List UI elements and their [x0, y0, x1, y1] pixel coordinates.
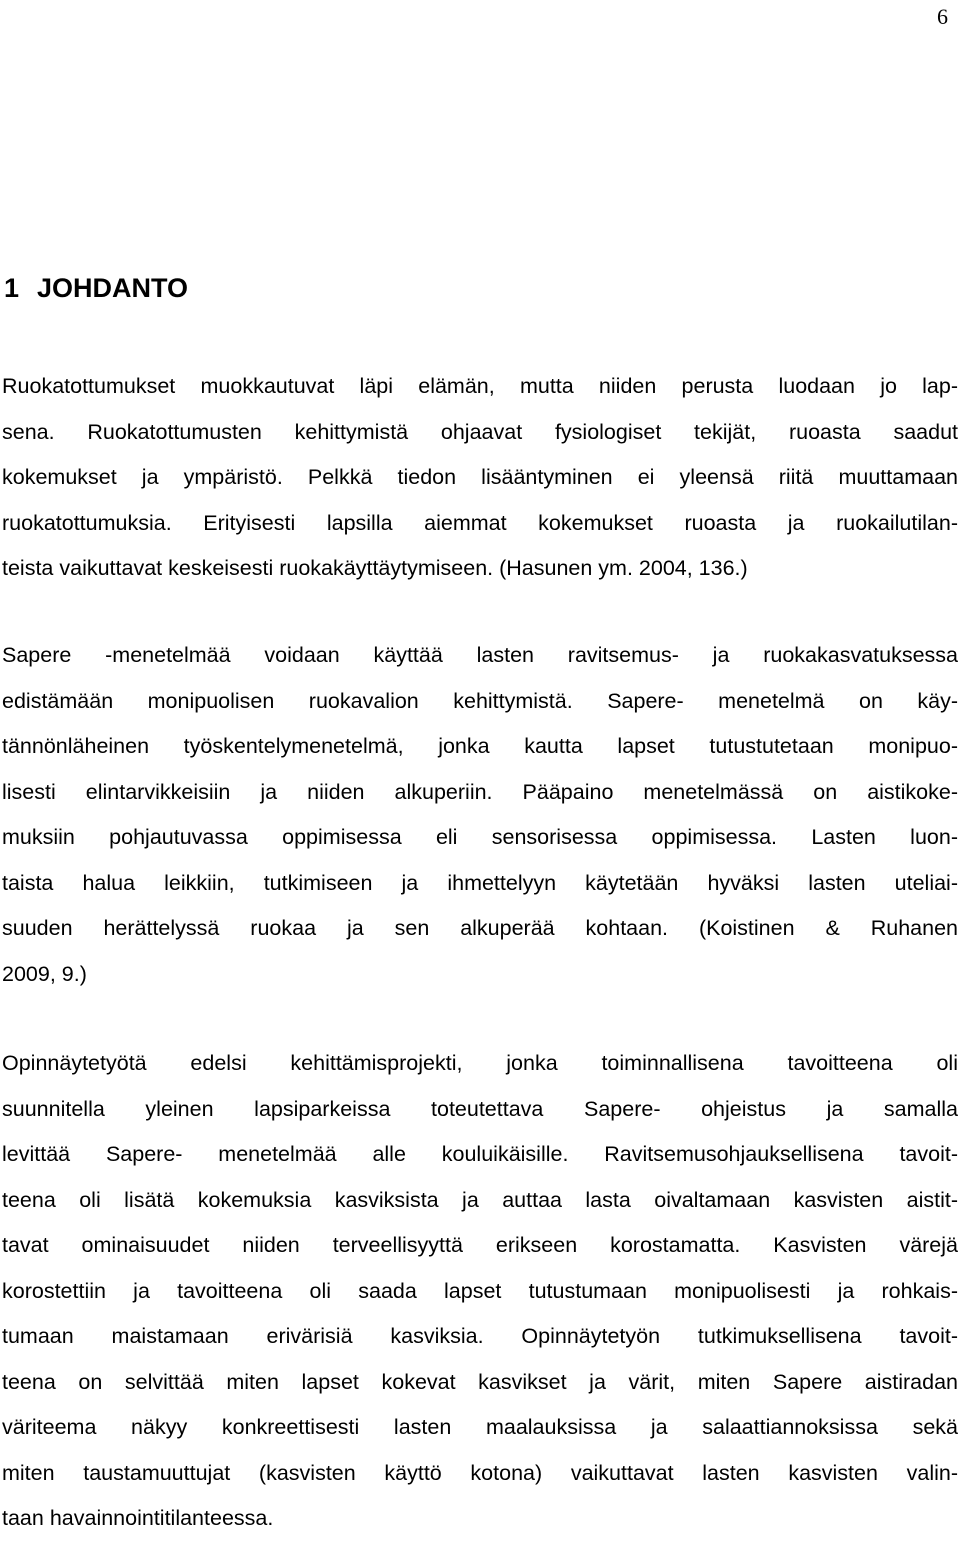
text-line: edistämään monipuolisen ruokavalion kehittymistä. Sapere- menetelmä on käy-	[2, 688, 958, 713]
text-line: levittää Sapere- menetelmää alle kouluikäisille. Ravitsemusohjauksellisena tavoit-	[2, 1142, 958, 1166]
text-line: suuden herättelyssä ruokaa ja sen alkuperää kohtaan. (Koistinen & Ruhanen	[2, 916, 958, 940]
text-line: sena. Ruokatottumusten kehittymistä ohjaavat fysiologiset tekijät, ruoasta saadut	[2, 419, 958, 444]
text-line: tavat ominaisuudet niiden terveellisyyttä erikseen korostamatta. Kasvisten värejä	[2, 1233, 958, 1257]
text-line: Opinnäytetyötä edelsi kehittämisprojekti, jonka toiminnallisena tavoitteena oli	[2, 1051, 958, 1075]
paragraph-introduction	[2, 364, 958, 592]
text-line: lisesti elintarvikkeisiin ja niiden alkuperiin. Pääpaino menetelmässä on aistikoke-	[2, 779, 958, 804]
text-line: teista vaikuttavat keskeisesti ruokakäyttäytymiseen. (Hasunen ym. 2004, 136.)	[2, 556, 748, 580]
chapter-heading	[4, 270, 188, 306]
paragraph-thesis-goals	[2, 1041, 958, 1542]
paragraph-sapere-method	[2, 633, 958, 997]
chapter-number: 1	[4, 273, 20, 303]
text-line: muksiin pohjautuvassa oppimisessa eli sensorisessa oppimisessa. Lasten luon-	[2, 825, 958, 849]
text-line: väriteema näkyy konkreettisesti lasten maalauksissa ja salaattiannoksissa sekä	[2, 1415, 958, 1439]
text-line: Sapere -menetelmää voidaan käyttää lasten ravitsemus- ja ruokakasvatuksessa	[2, 643, 958, 667]
text-line: tumaan maistamaan erivärisiä kasviksia. Opinnäytetyön tutkimuksellisena tavoit-	[2, 1324, 958, 1348]
text-line: tännönläheinen työskentelymenetelmä, jonka kautta lapset tutustutetaan monipuo-	[2, 734, 958, 758]
text-line: kokemukset ja ympäristö. Pelkkä tiedon lisääntyminen ei yleensä riitä muuttamaan	[2, 465, 958, 489]
page-number: 6	[937, 4, 948, 29]
text-line: 2009, 9.)	[2, 961, 87, 986]
text-line: Ruokatottumukset muokkautuvat läpi elämän, mutta niiden perusta luodaan jo lap-	[2, 374, 958, 398]
text-line: ruokatottumuksia. Erityisesti lapsilla aiemmat kokemukset ruoasta ja ruokailutilan-	[2, 510, 958, 535]
text-line: suunnitella yleinen lapsiparkeissa toteutettava Sapere- ohjeistus ja samalla	[2, 1096, 958, 1121]
chapter-title: JOHDANTO	[37, 273, 189, 303]
text-line: miten taustamuuttujat (kasvisten käyttö kotona) vaikuttavat lasten kasvisten valin-	[2, 1460, 958, 1485]
text-line: teena oli lisätä kokemuksia kasviksista ja auttaa lasta oivaltamaan kasvisten aistit-	[2, 1187, 958, 1212]
text-line: taan havainnointitilanteessa.	[2, 1506, 274, 1530]
text-line: korostettiin ja tavoitteena oli saada lapset tutustumaan monipuolisesti ja rohkais-	[2, 1278, 958, 1303]
text-line: teena on selvittää miten lapset kokevat kasvikset ja värit, miten Sapere aistiradan	[2, 1369, 958, 1394]
text-line: taista halua leikkiin, tutkimiseen ja ihmettelyyn käytetään hyväksi lasten uteliai-	[2, 870, 958, 895]
